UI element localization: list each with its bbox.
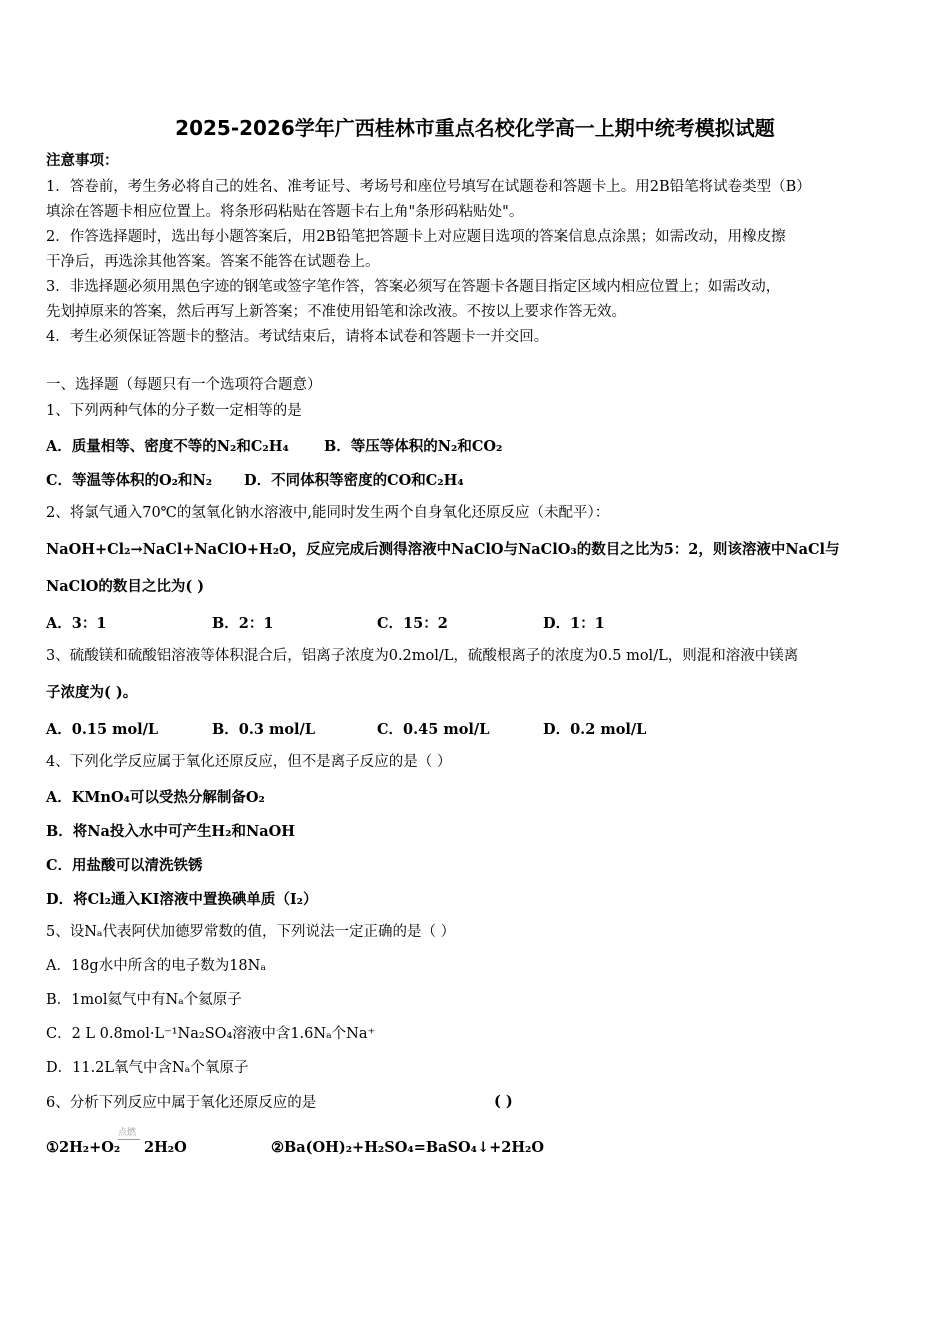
reaction-1-products: 2H₂O	[144, 1139, 187, 1156]
question-3-stem: 3、硫酸镁和硫酸铝溶液等体积混合后，铝离子浓度为0.2mol/L，硫酸根离子的浓度为0.5 mol/L，则混和溶液中镁离	[46, 648, 799, 664]
notice-item-3: 3．非选择题必须用黑色字迹的钢笔或签字笔作答，答案必须写在答题卡各题目指定区域内相应位置上；如需改动，	[46, 279, 781, 295]
question-5-option-a: A．18g水中所含的电子数为18Nₐ	[46, 958, 266, 974]
question-2-continuation: NaClO的数目之比为( )	[46, 578, 205, 595]
question-2-option-c: C．15：2	[377, 615, 448, 632]
question-2-stem: 2、将氯气通入70℃的氢氧化钠水溶液中,能同时发生两个自身氧化还原反应（未配平）：	[46, 505, 610, 521]
reaction-1-reactants: ①2H₂+O₂	[46, 1139, 121, 1156]
question-2-equation: NaOH+Cl₂→NaCl+NaClO+H₂O，反应完成后测得溶液中NaClO与NaClO₃的数目之比为5：2，则该溶液中NaCl与	[46, 541, 840, 558]
notice-item-4: 4．考生必须保证答题卡的整洁。考试结束后，请将本试卷和答题卡一并交回。	[46, 329, 549, 345]
question-1-option-a: A．质量相等、密度不等的N₂和C₂H₄	[46, 438, 289, 455]
question-2-option-a: A．3：1	[46, 615, 107, 632]
question-4-option-a: A．KMnO₄可以受热分解制备O₂	[46, 789, 265, 806]
question-5-stem: 5、设Nₐ代表阿伏加德罗常数的值，下列说法一定正确的是（ ）	[46, 924, 456, 940]
question-5-option-c: C．2 L 0.8mol·L⁻¹Na₂SO₄溶液中含1.6Nₐ个Na⁺	[46, 1026, 376, 1042]
question-6-answer-paren: ( )	[494, 1093, 513, 1110]
question-1-option-b: B．等压等体积的N₂和CO₂	[324, 438, 503, 455]
question-6-stem: 6、分析下列反应中属于氧化还原反应的是	[46, 1095, 317, 1111]
question-3-option-a: A．0.15 mol/L	[46, 721, 159, 738]
question-5-option-b: B．1mol氦气中有Nₐ个氦原子	[46, 992, 242, 1008]
question-4-option-b: B．将Na投入水中可产生H₂和NaOH	[46, 823, 295, 840]
question-5-option-d: D．11.2L氧气中含Nₐ个氧原子	[46, 1060, 249, 1076]
reaction-1-condition: 点燃	[118, 1128, 137, 1138]
question-2-option-b: B．2：1	[212, 615, 274, 632]
notice-item-1-cont: 填涂在答题卡相应位置上。将条形码粘贴在答题卡右上角"条形码粘贴处"。	[46, 204, 524, 220]
question-2-option-d: D．1：1	[543, 615, 605, 632]
notice-item-2-cont: 干净后，再选涂其他答案。答案不能答在试题卷上。	[46, 254, 380, 270]
notice-item-1: 1．答卷前，考生务必将自己的姓名、准考证号、考场号和座位号填写在试题卷和答题卡上。用2B铅笔将试卷类型（B）	[46, 179, 811, 195]
question-1-option-c: C．等温等体积的O₂和N₂	[46, 472, 213, 489]
question-4-option-d: D．将Cl₂通入KI溶液中置换碘单质（I₂）	[46, 891, 318, 908]
question-1-stem: 1、下列两种气体的分子数一定相等的是	[46, 403, 302, 419]
question-3-option-b: B．0.3 mol/L	[212, 721, 316, 738]
question-3-option-d: D．0.2 mol/L	[543, 721, 647, 738]
question-3-continuation: 子浓度为( )。	[46, 684, 138, 701]
question-4-option-c: C．用盐酸可以清洗铁锈	[46, 857, 203, 874]
notice-item-3-cont: 先划掉原来的答案，然后再写上新答案；不准使用铅笔和涂改液。不按以上要求作答无效。	[46, 304, 626, 320]
page-title: 2025-2026学年广西桂林市重点名校化学高一上期中统考模拟试题	[175, 116, 775, 140]
question-1-option-d: D．不同体积等密度的CO和C₂H₄	[244, 472, 464, 489]
section-heading: 一、选择题（每题只有一个选项符合题意）	[46, 377, 322, 393]
notice-item-2: 2．作答选择题时，选出每小题答案后，用2B铅笔把答题卡上对应题目选项的答案信息点涂黑；如需改动，用橡皮擦	[46, 229, 786, 245]
question-3-option-c: C．0.45 mol/L	[377, 721, 490, 738]
reaction-2: ②Ba(OH)₂+H₂SO₄=BaSO₄↓+2H₂O	[271, 1139, 545, 1156]
reaction-arrow-line	[118, 1139, 140, 1140]
notice-heading: 注意事项：	[46, 152, 119, 169]
question-4-stem: 4、下列化学反应属于氧化还原反应，但不是离子反应的是（ ）	[46, 754, 452, 770]
